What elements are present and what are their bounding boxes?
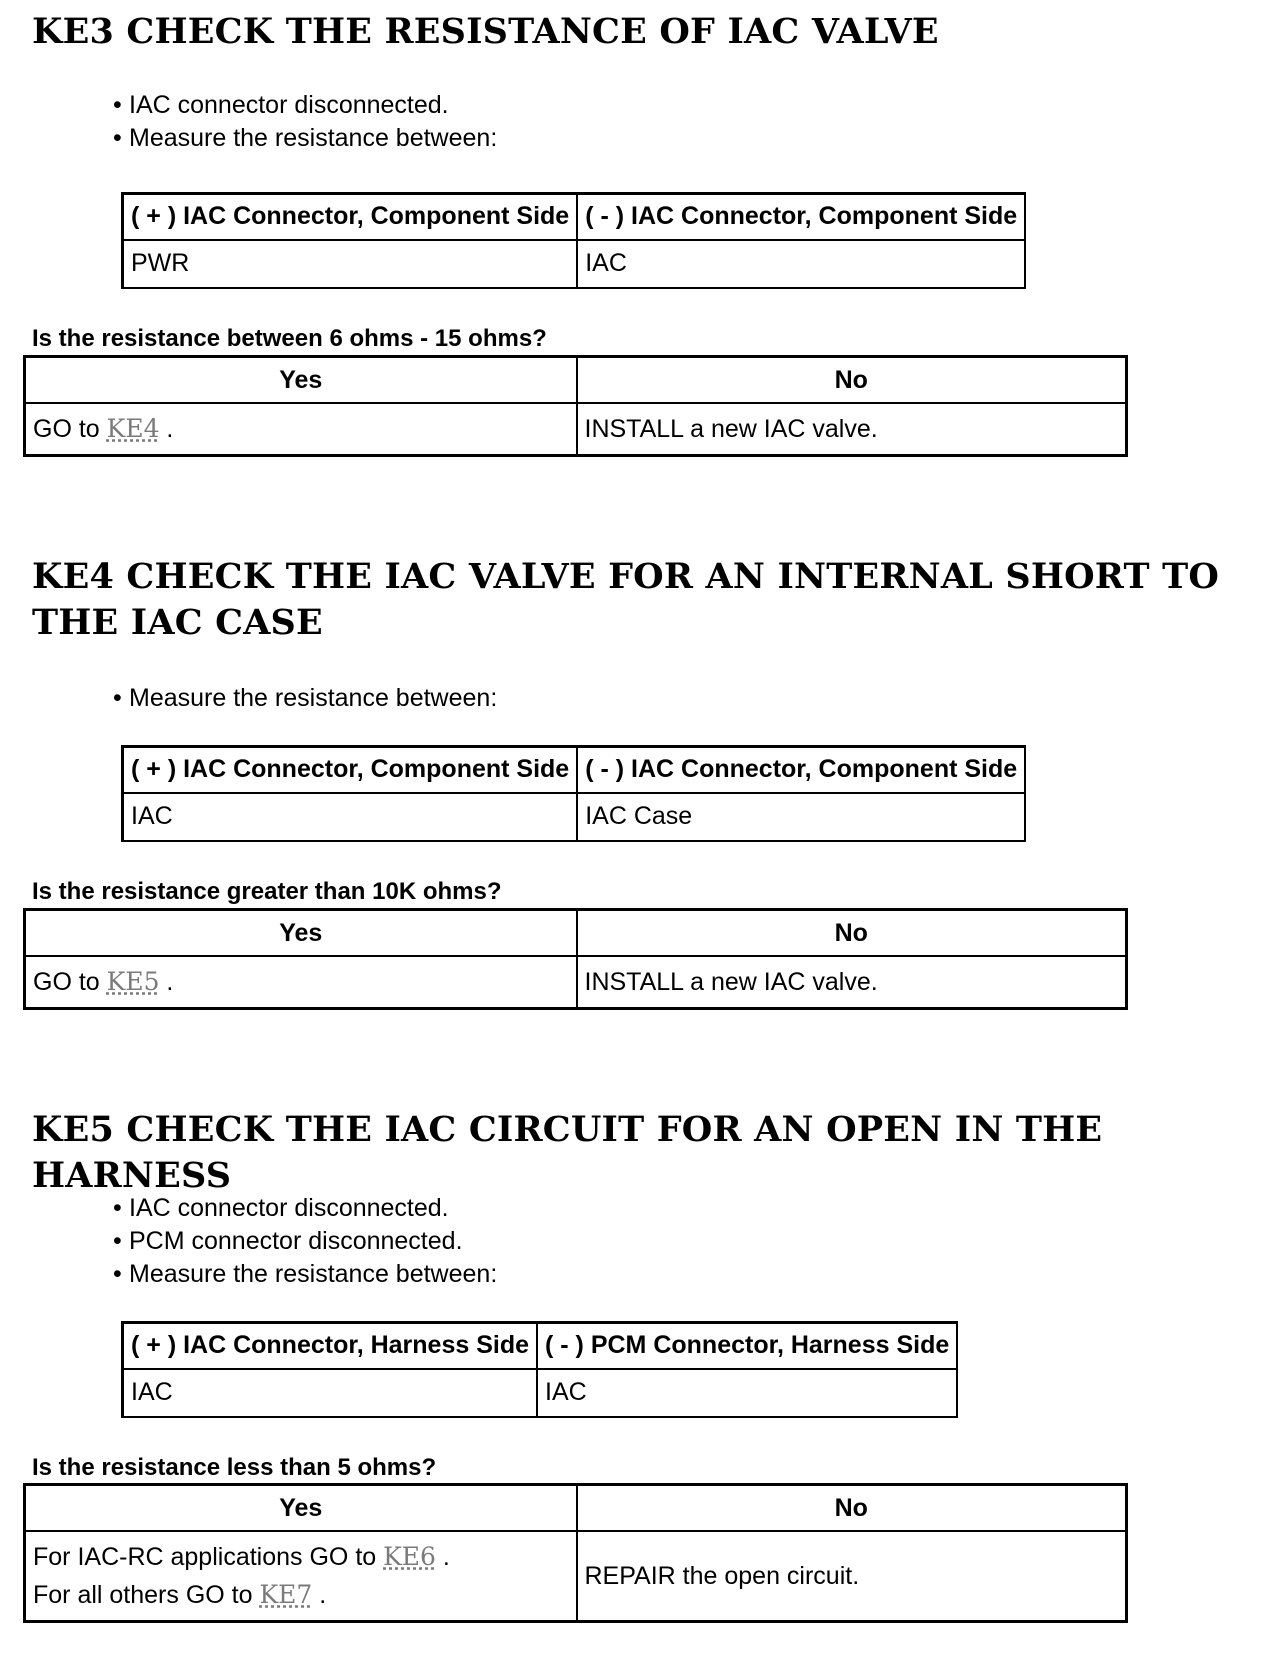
yes-cell: GO to KE4 . (25, 403, 577, 456)
measure-col-positive: ( + ) IAC Connector, Component Side (123, 747, 578, 793)
yes-line-iac-rc: For IAC-RC applications GO to KE6 . (33, 1542, 450, 1571)
measure-col-negative: ( - ) IAC Connector, Component Side (577, 747, 1025, 793)
bullet-item: • Measure the resistance between: (113, 682, 497, 715)
step-ke5-measure-table (121, 1321, 958, 1418)
bullet-item: • IAC connector disconnected. (113, 1192, 497, 1225)
bullet-icon: • (113, 91, 122, 119)
step-ke3-decision-table (23, 355, 1128, 457)
bullet-icon: • (113, 124, 122, 152)
no-header: No (577, 357, 1127, 404)
link-ke4[interactable]: KE4 (106, 414, 160, 443)
step-ke4-heading: KE4 CHECK THE IAC VALVE FOR AN INTERNAL SHORT TO THE IAC CASE (32, 556, 1220, 643)
step-ke5-heading: KE5 CHECK THE IAC CIRCUIT FOR AN OPEN IN THE HARNESS (32, 1109, 1103, 1196)
measure-val-negative: IAC (537, 1369, 957, 1417)
no-header: No (577, 910, 1127, 957)
measure-col-negative: ( - ) IAC Connector, Component Side (577, 194, 1025, 240)
step-ke4-decision-table (23, 908, 1128, 1010)
measure-val-positive: IAC (123, 1369, 538, 1417)
link-ke5[interactable]: KE5 (106, 967, 160, 996)
measure-col-negative: ( - ) PCM Connector, Harness Side (537, 1323, 957, 1369)
bullet-icon: • (113, 1227, 122, 1255)
step-ke5-question: Is the resistance less than 5 ohms? (32, 1454, 437, 1481)
yes-header: Yes (25, 357, 577, 404)
measure-col-positive: ( + ) IAC Connector, Component Side (123, 194, 578, 240)
no-cell: INSTALL a new IAC valve. (577, 956, 1127, 1009)
step-ke3-heading: KE3 CHECK THE RESISTANCE OF IAC VALVE (32, 11, 939, 52)
measure-val-positive: PWR (123, 240, 578, 288)
no-cell: REPAIR the open circuit. (577, 1531, 1127, 1622)
step-ke4-bullets (113, 682, 497, 715)
bullet-icon: • (113, 684, 122, 712)
link-ke6[interactable]: KE6 (383, 1542, 436, 1571)
bullet-icon: • (113, 1194, 122, 1222)
step-ke5-bullets (113, 1192, 497, 1291)
yes-cell: GO to KE5 . (25, 956, 577, 1009)
yes-line-others: For all others GO to KE7 . (33, 1580, 327, 1609)
bullet-item: • Measure the resistance between: (113, 1258, 497, 1291)
step-ke4-question: Is the resistance greater than 10K ohms? (32, 878, 502, 905)
yes-header: Yes (25, 910, 577, 957)
step-ke5-decision-table (23, 1483, 1128, 1623)
yes-header: Yes (25, 1485, 577, 1532)
bullet-item: • Measure the resistance between: (113, 122, 497, 155)
step-ke4-measure-table (121, 745, 1026, 842)
measure-val-negative: IAC (577, 240, 1025, 288)
bullet-item: • PCM connector disconnected. (113, 1225, 497, 1258)
no-header: No (577, 1485, 1127, 1532)
yes-cell (25, 1531, 577, 1622)
step-ke3-question: Is the resistance between 6 ohms - 15 ohms? (32, 325, 547, 352)
link-ke7[interactable]: KE7 (259, 1580, 313, 1609)
bullet-item: • IAC connector disconnected. (113, 89, 497, 122)
bullet-icon: • (113, 1260, 122, 1288)
measure-col-positive: ( + ) IAC Connector, Harness Side (123, 1323, 538, 1369)
step-ke3-bullets (113, 89, 497, 155)
step-ke3-measure-table (121, 192, 1026, 289)
measure-val-negative: IAC Case (577, 793, 1025, 841)
measure-val-positive: IAC (123, 793, 578, 841)
no-cell: INSTALL a new IAC valve. (577, 403, 1127, 456)
